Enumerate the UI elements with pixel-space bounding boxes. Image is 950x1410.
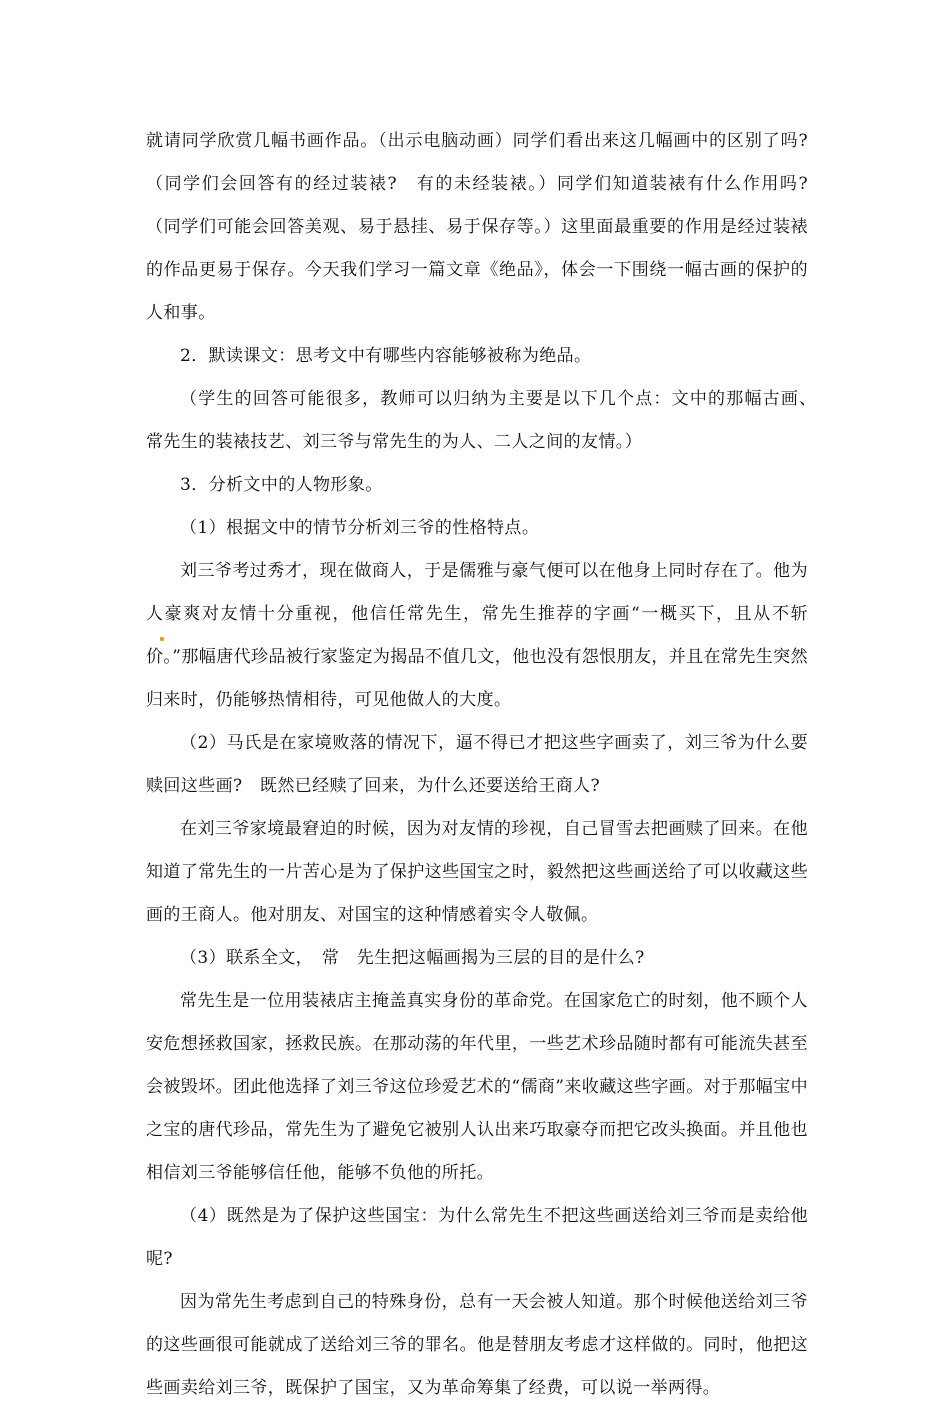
paragraph-answer-2: 在刘三爷家境最窘迫的时候，因为对友情的珍视，自己冒雪去把画赎了回来。在他知道了常先生的一片苦心是为了保护这些国宝之时，毅然把这些画送给了可以收藏这些画的王商人。他对朋友、对国宝的这种情感着实令人敬佩。: [146, 819, 808, 925]
paragraph-question-4: （4）既然是为了保护这些国宝：为什么常先生不把这些画送给刘三爷而是卖给他呢?: [146, 1206, 808, 1269]
paragraph-question-1: （1）根据文中的情节分析刘三爷的性格特点。: [180, 518, 540, 538]
paragraph-step-2-answer: （学生的回答可能很多，教师可以归纳为主要是以下几个点：文中的那幅古画、 常先生的装裱技艺、刘三爷与常先生的为人、二人之间的友情。）: [146, 389, 826, 452]
paragraph-step-2: 2．默读课文：思考文中有哪些内容能够被称为绝品。: [180, 346, 592, 366]
paragraph-question-2: （2）马氏是在家境败落的情况下，逼不得已才把这些字画卖了，刘三爷为什么要赎回这些画? 既然已经赎了回来，为什么还要送给王商人?: [146, 733, 808, 796]
paragraph-answer-1: 刘三爷考过秀才，现在做商人，于是儒雅与豪气便可以在他身上同时存在了。他为人豪爽对友情十分重视，他信任常先生，常先生推荐的字画“一概买下，且从不斩价。”那幅唐代珍品被行家鉴定为揭品不值几文，他也没有怨恨朋友，并且在常先生突然归来时，仍能够热情相待，可见他做人的大度。: [146, 561, 808, 710]
paragraph-question-3: （3）联系全文， 常 先生把这幅画揭为三层的目的是什么?: [180, 948, 645, 968]
document-body: [146, 120, 826, 1410]
paragraph-step-3: 3．分析文中的人物形象。: [180, 475, 383, 495]
paragraph-intro: 就请同学欣赏几幅书画作品。（出示电脑动画）同学们看出来这几幅画中的区别了吗?（同学们会回答有的经过装裱? 有的未经装裱。）同学们知道装裱有什么作用吗? （同学们可能会回答美观、易于悬挂、易于保存等。）这里面最重要的作用是经过装裱的作品更易于保存。今天我们学习一篇文章《绝品》，体会一下围绕一幅古画的保护的人和事。: [146, 131, 826, 323]
paragraph-answer-4: 因为常先生考虑到自己的特殊身份，总有一天会被人知道。那个时候他送给刘三爷的这些画很可能就成了送给刘三爷的罪名。他是替朋友考虑才这样做的。同时，他把这些画卖给刘三爷，既保护了国宝，又为革命筹集了经费，可以说一举两得。: [146, 1292, 808, 1398]
paragraph-answer-3: 常先生是一位用装裱店主掩盖真实身份的革命党。在国家危亡的时刻，他不顾个人安危想拯救国家，拯救民族。在那动荡的年代里，一些艺术珍品随时都有可能流失甚至会被毁坏。团此他选择了刘三爷这位珍爱艺术的“儒商”来收藏这些字画。对于那幅宝中之宝的唐代珍品，常先生为了避免它被别人认出来巧取豪夺而把它改头换面。并且他也相信刘三爷能够信任他，能够不负他的所托。: [146, 991, 808, 1183]
